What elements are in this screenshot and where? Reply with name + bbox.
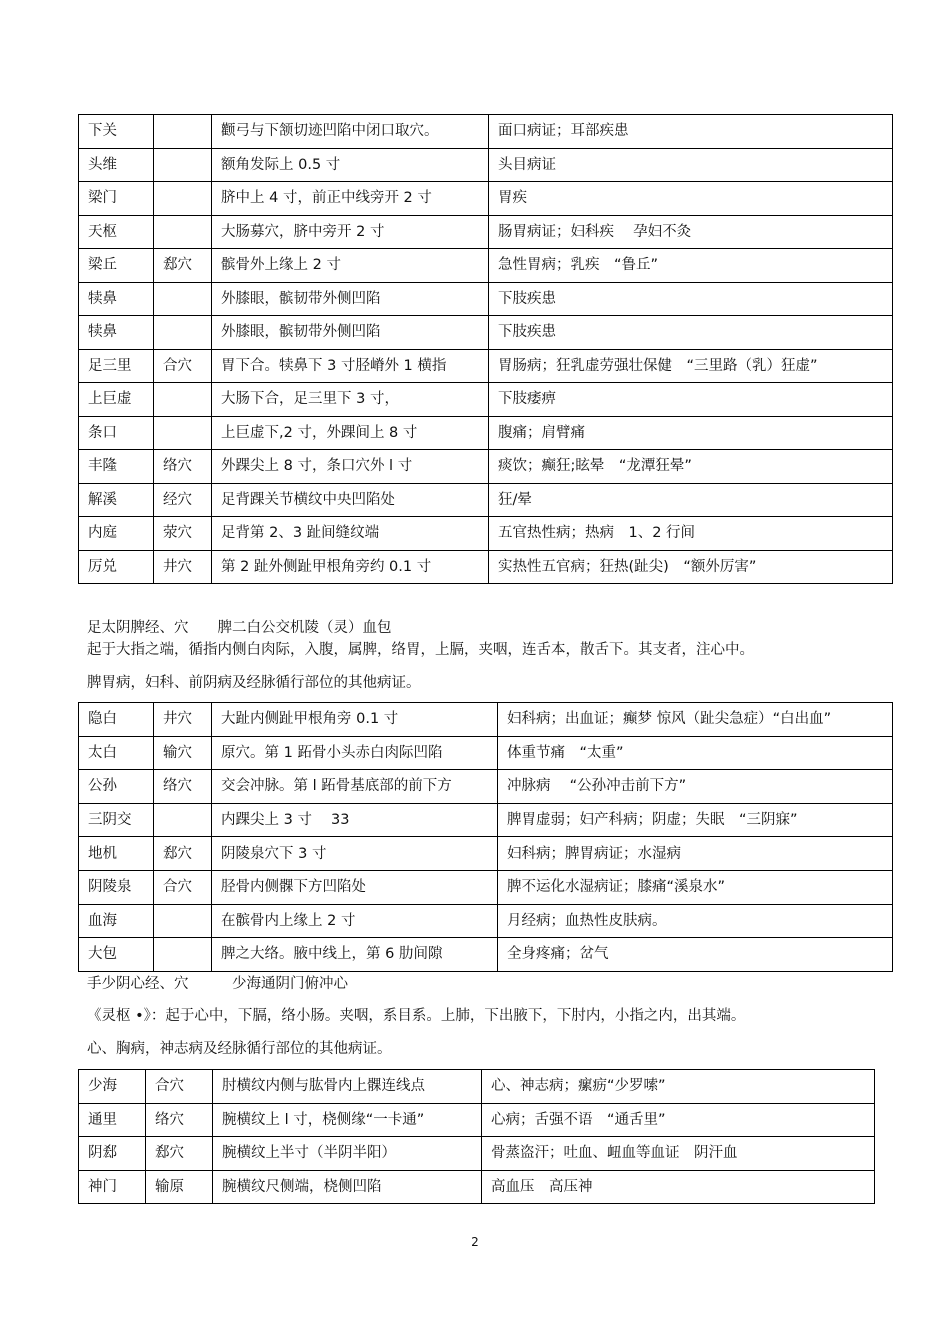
point-indication: 实热性五官病；狂热(趾尖) “额外厉害” — [489, 550, 893, 584]
table-row — [79, 349, 893, 383]
table-row — [79, 182, 893, 216]
point-location: 额角发际上 0.5 寸 — [212, 148, 489, 182]
point-location: 胫骨内侧髁下方凹陷处 — [212, 870, 498, 904]
point-name: 解溪 — [79, 483, 154, 517]
spleen-course-text: 起于大指之端，循指内侧白肉际，入腹，属脾，络胃，上膈，夹咽，连舌本，散舌下。其支者，注心中。 — [87, 642, 754, 658]
point-name: 阴郄 — [79, 1137, 146, 1171]
point-indication: 妇科病；出血证；癫梦 惊风（趾尖急症）“白出血” — [498, 703, 893, 737]
point-category: 合穴 — [154, 870, 212, 904]
point-category: 合穴 — [154, 349, 212, 383]
point-location: 腕横纹上 l 寸，桡侧缘“一卡通” — [213, 1103, 482, 1137]
point-name: 厉兑 — [79, 550, 154, 584]
point-location: 大趾内侧趾甲根角旁 0.1 寸 — [212, 703, 498, 737]
point-location: 大肠下合，足三里下 3 寸， — [212, 383, 489, 417]
point-location: 内踝尖上 3 寸 33 — [212, 803, 498, 837]
point-location: 足背第 2、3 趾间缝纹端 — [212, 517, 489, 551]
point-category — [154, 115, 212, 149]
point-indication: 冲脉病 “公孙冲击前下方” — [498, 770, 893, 804]
table-row — [79, 1170, 875, 1204]
point-category: 井穴 — [154, 703, 212, 737]
point-location: 胃下合。犊鼻下 3 寸胫嵴外 1 横指 — [212, 349, 489, 383]
point-name: 隐白 — [79, 703, 154, 737]
table-row — [79, 904, 893, 938]
point-location: 腕横纹尺侧端，桡侧凹陷 — [213, 1170, 482, 1204]
point-location: 足背踝关节横纹中央凹陷处 — [212, 483, 489, 517]
point-location: 腕横纹上半寸（半阴半阳） — [213, 1137, 482, 1171]
table-row — [79, 938, 893, 972]
point-category: 郄穴 — [154, 249, 212, 283]
point-indication: 骨蒸盗汗；吐血、衄血等血证 阴汗血 — [482, 1137, 875, 1171]
table-row — [79, 870, 893, 904]
point-indication: 脾胃虚弱；妇产科病；阴虚；失眠 “三阴寐” — [498, 803, 893, 837]
table-row — [79, 1070, 875, 1104]
table-row — [79, 736, 893, 770]
spleen-section-title: 足太阴脾经、穴 脾二白公交机陵（灵）血包 — [87, 620, 392, 636]
heart-course-text: 《灵枢 •》：起于心中，下膈，络小肠。夹咽，系目系。上肺，下出腋下，下肘内，小指之内，出其端。 — [87, 1008, 746, 1024]
point-name: 太白 — [79, 736, 154, 770]
point-location: 上巨虚下,2 寸，外踝间上 8 寸 — [212, 416, 489, 450]
point-indication: 五官热性病；热病 1、2 行间 — [489, 517, 893, 551]
heart-section-title: 手少阴心经、穴 少海通阴门俯冲心 — [87, 976, 348, 992]
point-category — [154, 148, 212, 182]
point-name: 犊鼻 — [79, 282, 154, 316]
point-location: 交会冲脉。第 l 跖骨基底部的前下方 — [212, 770, 498, 804]
point-indication: 全身疼痛；岔气 — [498, 938, 893, 972]
table-row — [79, 383, 893, 417]
point-category: 经穴 — [154, 483, 212, 517]
point-indication: 心病；舌强不语 “通舌里” — [482, 1103, 875, 1137]
point-indication: 肠胃病证；妇科疾 孕妇不灸 — [489, 215, 893, 249]
point-indication: 头目病证 — [489, 148, 893, 182]
heart-points-table — [78, 1069, 875, 1204]
point-location: 脐中上 4 寸，前正中线旁开 2 寸 — [212, 182, 489, 216]
table-row — [79, 249, 893, 283]
point-indication: 下肢疾患 — [489, 282, 893, 316]
point-name: 少海 — [79, 1070, 146, 1104]
point-category — [154, 904, 212, 938]
point-category — [154, 383, 212, 417]
table-row — [79, 483, 893, 517]
point-indication: 脾不运化水湿病证；膝痛“溪泉水” — [498, 870, 893, 904]
point-name: 下关 — [79, 115, 154, 149]
point-name: 血海 — [79, 904, 154, 938]
point-indication: 体重节痛 “太重” — [498, 736, 893, 770]
point-name: 内庭 — [79, 517, 154, 551]
point-name: 三阴交 — [79, 803, 154, 837]
table-row — [79, 837, 893, 871]
point-category: 输穴 — [154, 736, 212, 770]
point-name: 上巨虚 — [79, 383, 154, 417]
point-location: 大肠募穴，脐中旁开 2 寸 — [212, 215, 489, 249]
point-indication: 下肢疾患 — [489, 316, 893, 350]
point-indication: 心、神志病；瘰疬“少罗嗦” — [482, 1070, 875, 1104]
point-location: 颧弓与下颔切迹凹陷中闭口取穴。 — [212, 115, 489, 149]
point-category: 络穴 — [154, 770, 212, 804]
point-category — [154, 316, 212, 350]
point-category — [154, 215, 212, 249]
point-category: 郄穴 — [146, 1137, 213, 1171]
point-indication: 高血压 高压神 — [482, 1170, 875, 1204]
point-name: 天枢 — [79, 215, 154, 249]
point-name: 大包 — [79, 938, 154, 972]
point-name: 地机 — [79, 837, 154, 871]
point-category: 络穴 — [154, 450, 212, 484]
point-name: 梁门 — [79, 182, 154, 216]
point-indication: 妇科病；脾胃病证；水湿病 — [498, 837, 893, 871]
point-indication: 胃疾 — [489, 182, 893, 216]
table-row — [79, 550, 893, 584]
point-category: 荥穴 — [154, 517, 212, 551]
point-location: 肘横纹内侧与肱骨内上髁连线点 — [213, 1070, 482, 1104]
point-location: 阴陵泉穴下 3 寸 — [212, 837, 498, 871]
table-row — [79, 803, 893, 837]
point-category: 合穴 — [146, 1070, 213, 1104]
table-row — [79, 215, 893, 249]
page-number: 2 — [471, 1235, 479, 1249]
point-location: 外踝尖上 8 寸，条口穴外 l 寸 — [212, 450, 489, 484]
point-category: 输原 — [146, 1170, 213, 1204]
point-name: 犊鼻 — [79, 316, 154, 350]
point-indication: 痰饮；癫狂;眩晕 “龙潭狂晕” — [489, 450, 893, 484]
point-category — [154, 416, 212, 450]
point-indication: 月经病；血热性皮肤病。 — [498, 904, 893, 938]
spleen-indications: 脾胃病，妇科、前阴病及经脉循行部位的其他病证。 — [87, 675, 421, 691]
point-location: 外膝眼，髌韧带外侧凹陷 — [212, 316, 489, 350]
point-name: 丰隆 — [79, 450, 154, 484]
point-name: 通里 — [79, 1103, 146, 1137]
point-location: 原穴。第 1 跖骨小头赤白肉际凹陷 — [212, 736, 498, 770]
point-name: 条口 — [79, 416, 154, 450]
point-location: 外膝眼，髌韧带外侧凹陷 — [212, 282, 489, 316]
point-location: 髌骨外上缘上 2 寸 — [212, 249, 489, 283]
table-row — [79, 1137, 875, 1171]
point-name: 梁丘 — [79, 249, 154, 283]
point-category — [154, 182, 212, 216]
point-indication: 急性胃病；乳疾 “鲁丘” — [489, 249, 893, 283]
heart-indications: 心、胸病，神志病及经脉循行部位的其他病证。 — [87, 1041, 392, 1057]
stomach-points-table — [78, 114, 893, 584]
table-row — [79, 450, 893, 484]
point-name: 头维 — [79, 148, 154, 182]
table-row — [79, 703, 893, 737]
spleen-points-table — [78, 702, 893, 972]
point-location: 在髌骨内上缘上 2 寸 — [212, 904, 498, 938]
table-row — [79, 316, 893, 350]
point-location: 第 2 趾外侧趾甲根角旁约 0.1 寸 — [212, 550, 489, 584]
point-indication: 腹痛；肩臂痛 — [489, 416, 893, 450]
table-row — [79, 115, 893, 149]
point-category: 郄穴 — [154, 837, 212, 871]
table-row — [79, 148, 893, 182]
point-category: 井穴 — [154, 550, 212, 584]
table-row — [79, 1103, 875, 1137]
point-name: 阴陵泉 — [79, 870, 154, 904]
point-location: 脾之大络。腋中线上，第 6 肋间隙 — [212, 938, 498, 972]
point-category — [154, 803, 212, 837]
point-category — [154, 938, 212, 972]
table-row — [79, 416, 893, 450]
table-row — [79, 770, 893, 804]
point-category — [154, 282, 212, 316]
point-category: 络穴 — [146, 1103, 213, 1137]
point-name: 足三里 — [79, 349, 154, 383]
table-row — [79, 282, 893, 316]
point-name: 公孙 — [79, 770, 154, 804]
table-row — [79, 517, 893, 551]
point-indication: 狂/晕 — [489, 483, 893, 517]
point-indication: 胃肠病；狂乳虚劳强壮保健 “三里路（乳）狂虚” — [489, 349, 893, 383]
point-name: 神门 — [79, 1170, 146, 1204]
point-indication: 面口病证；耳部疾患 — [489, 115, 893, 149]
point-indication: 下肢痿痹 — [489, 383, 893, 417]
